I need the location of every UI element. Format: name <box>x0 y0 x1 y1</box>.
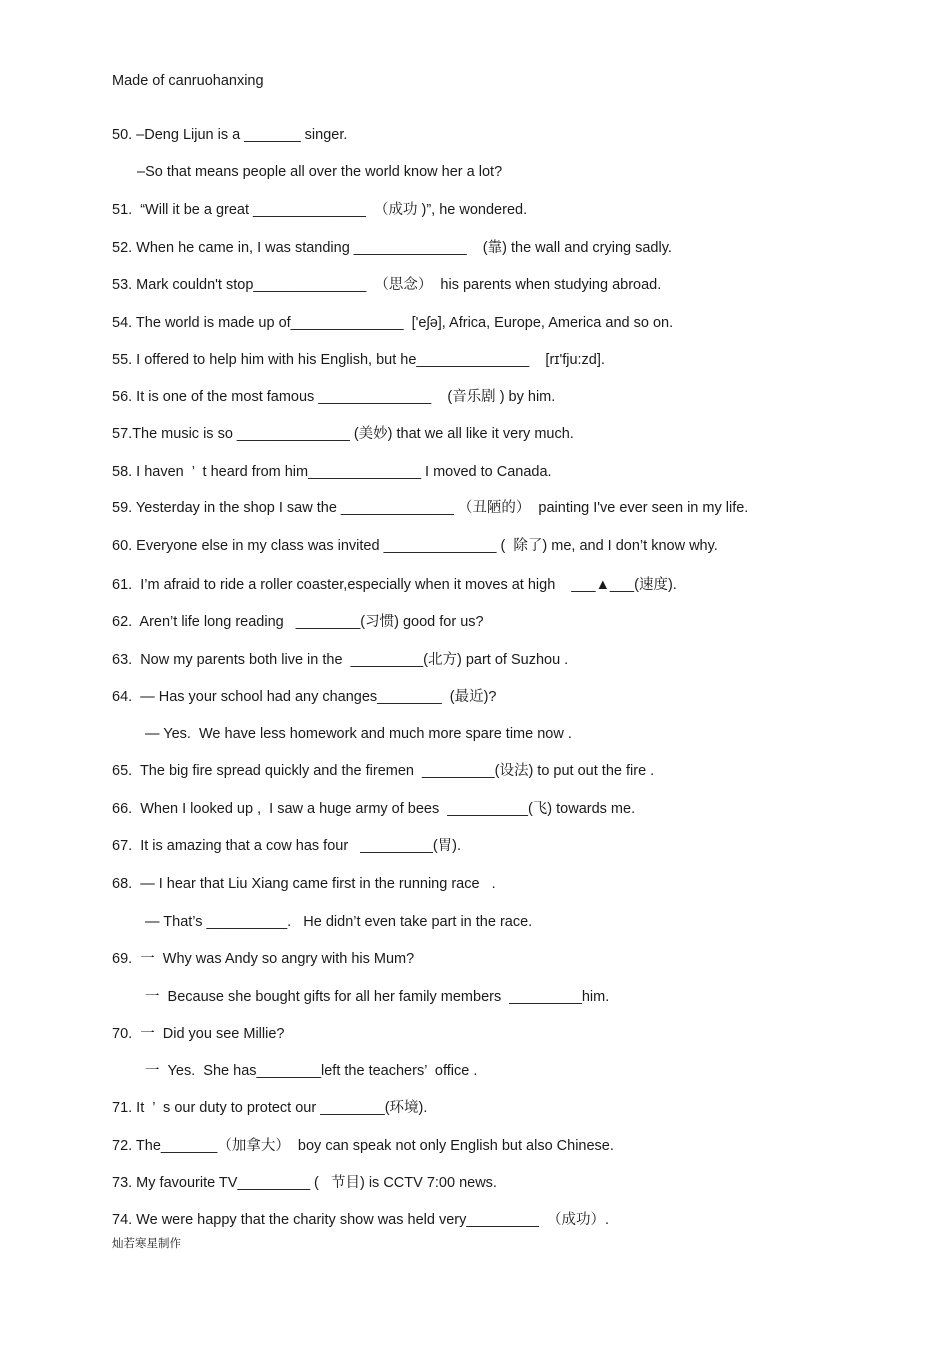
question-line: 63. Now my parents both live in the _________(北方) part of Suzhou . <box>112 652 569 668</box>
question-line: — Yes. We have less homework and much more spare time now . <box>145 726 572 742</box>
question-line: 61. I’m afraid to ride a roller coaster,especially when it moves at high ___▲___(速度). <box>112 577 677 593</box>
page-header: Made of canruohanxing <box>112 73 264 89</box>
question-line: 65. The big fire spread quickly and the firemen _________(设法) to put out the fire . <box>112 763 655 779</box>
question-line: 69. 一 Why was Andy so angry with his Mum? <box>112 951 415 967</box>
question-line: 72. The_______（加拿大） boy can speak not only English but also Chinese. <box>112 1138 614 1154</box>
question-line: 74. We were happy that the charity show was held very_________ （成功）. <box>112 1212 610 1228</box>
question-line: 53. Mark couldn't stop______________ （思念） his parents when studying abroad. <box>112 277 662 293</box>
question-line: 一 Yes. She has________left the teachers’ office . <box>145 1063 478 1079</box>
question-line: 67. It is amazing that a cow has four _________(胃). <box>112 838 461 854</box>
question-line: 60. Everyone else in my class was invited ______________ ( 除了) me, and I don’t know why. <box>112 538 718 554</box>
question-line: 64. — Has your school had any changes________ (最近)? <box>112 689 497 705</box>
question-line: 59. Yesterday in the shop I saw the ______________ （丑陋的） painting I've ever seen in my life. <box>112 500 749 516</box>
question-line: 73. My favourite TV_________ ( 节目) is CCTV 7:00 news. <box>112 1175 497 1191</box>
question-line: 54. The world is made up of______________ ['eʃə], Africa, Europe, America and so on. <box>112 315 674 331</box>
question-line: 52. When he came in, I was standing ______________ (靠) the wall and crying sadly. <box>112 240 672 256</box>
question-line: –So that means people all over the world know her a lot? <box>137 164 503 180</box>
question-line: 71. It ’ s our duty to protect our ________(环境). <box>112 1100 428 1116</box>
question-line: 62. Aren’t life long reading ________(习惯) good for us? <box>112 614 484 630</box>
question-line: 51. “Will it be a great ______________ （成功 )”, he wondered. <box>112 202 528 218</box>
question-line: 66. When I looked up , I saw a huge army of bees __________(飞) towards me. <box>112 801 636 817</box>
question-line: — That’s __________. He didn’t even take part in the race. <box>145 914 533 930</box>
page-footer: 灿若寒星制作 <box>112 1236 181 1250</box>
question-line: 58. I haven ’ t heard from him______________ I moved to Canada. <box>112 464 552 480</box>
question-line: 57.The music is so ______________ (美妙) that we all like it very much. <box>112 426 574 442</box>
question-line: 56. It is one of the most famous ______________ (音乐剧 ) by him. <box>112 389 556 405</box>
question-line: 50. –Deng Lijun is a _______ singer. <box>112 127 348 143</box>
question-line: 一 Because she bought gifts for all her family members _________him. <box>145 989 610 1005</box>
question-line: 55. I offered to help him with his English, but he______________ [rɪ'fju:zd]. <box>112 352 605 368</box>
question-line: 68. — I hear that Liu Xiang came first in the running race . <box>112 876 496 892</box>
question-line: 70. 一 Did you see Millie? <box>112 1026 285 1042</box>
